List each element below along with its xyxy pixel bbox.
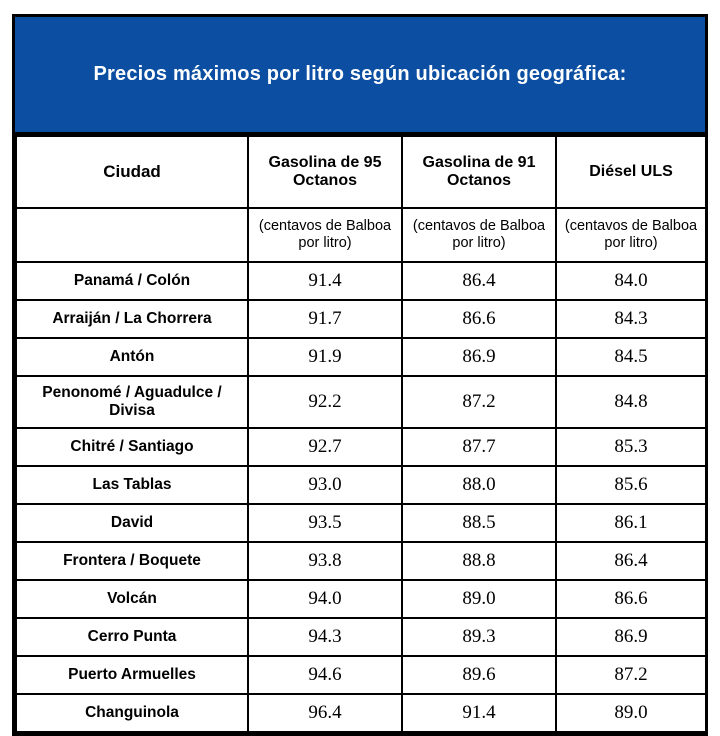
price-gasolina-91: 89.6 (402, 656, 556, 694)
price-gasolina-95: 93.8 (248, 542, 402, 580)
price-gasolina-91: 88.0 (402, 466, 556, 504)
column-header-diesel-uls: Diésel ULS (556, 136, 706, 208)
table-row (16, 504, 706, 542)
price-gasolina-91: 86.4 (402, 262, 556, 300)
price-gasolina-95: 91.9 (248, 338, 402, 376)
price-diesel-uls: 87.2 (556, 656, 706, 694)
price-diesel-uls: 84.0 (556, 262, 706, 300)
price-gasolina-95: 91.7 (248, 300, 402, 338)
price-gasolina-95: 92.7 (248, 428, 402, 466)
city-name: Antón (16, 338, 248, 376)
price-diesel-uls: 89.0 (556, 694, 706, 732)
column-header-gasolina-95: Gasolina de 95 Octanos (248, 136, 402, 208)
city-name: Las Tablas (16, 466, 248, 504)
price-gasolina-95: 91.4 (248, 262, 402, 300)
price-table-container (12, 14, 708, 736)
price-diesel-uls: 86.9 (556, 618, 706, 656)
table-subheader-row (16, 208, 706, 262)
price-diesel-uls: 85.6 (556, 466, 706, 504)
table-row (16, 580, 706, 618)
price-gasolina-95: 93.5 (248, 504, 402, 542)
city-name: Puerto Armuelles (16, 656, 248, 694)
price-gasolina-91: 91.4 (402, 694, 556, 732)
fuel-price-table (15, 135, 707, 733)
price-diesel-uls: 84.5 (556, 338, 706, 376)
column-header-gasolina-91: Gasolina de 91 Octanos (402, 136, 556, 208)
price-gasolina-95: 94.6 (248, 656, 402, 694)
price-gasolina-95: 94.3 (248, 618, 402, 656)
table-row (16, 428, 706, 466)
city-name: Volcán (16, 580, 248, 618)
city-name: Cerro Punta (16, 618, 248, 656)
table-row (16, 338, 706, 376)
price-diesel-uls: 85.3 (556, 428, 706, 466)
page-title: Precios máximos por litro según ubicación geográfica: (15, 17, 705, 135)
city-name: Chitré / Santiago (16, 428, 248, 466)
table-row (16, 300, 706, 338)
city-name: Penonomé / Aguadulce / Divisa (16, 376, 248, 428)
price-diesel-uls: 86.4 (556, 542, 706, 580)
city-name: Arraiján / La Chorrera (16, 300, 248, 338)
price-gasolina-95: 96.4 (248, 694, 402, 732)
subheader-unit-gasolina-91: (centavos de Balboa por litro) (402, 208, 556, 262)
price-diesel-uls: 84.8 (556, 376, 706, 428)
price-gasolina-91: 86.9 (402, 338, 556, 376)
price-gasolina-95: 93.0 (248, 466, 402, 504)
table-row (16, 618, 706, 656)
price-gasolina-91: 89.3 (402, 618, 556, 656)
price-diesel-uls: 84.3 (556, 300, 706, 338)
price-gasolina-91: 86.6 (402, 300, 556, 338)
price-gasolina-95: 92.2 (248, 376, 402, 428)
table-row (16, 466, 706, 504)
subheader-unit-diesel-uls: (centavos de Balboa por litro) (556, 208, 706, 262)
price-gasolina-91: 87.2 (402, 376, 556, 428)
table-row (16, 542, 706, 580)
price-gasolina-91: 88.5 (402, 504, 556, 542)
subheader-unit-gasolina-95: (centavos de Balboa por litro) (248, 208, 402, 262)
price-gasolina-91: 87.7 (402, 428, 556, 466)
price-gasolina-91: 89.0 (402, 580, 556, 618)
price-diesel-uls: 86.1 (556, 504, 706, 542)
subheader-empty (16, 208, 248, 262)
table-row (16, 694, 706, 732)
price-diesel-uls: 86.6 (556, 580, 706, 618)
column-header-ciudad: Ciudad (16, 136, 248, 208)
city-name: Panamá / Colón (16, 262, 248, 300)
price-gasolina-91: 88.8 (402, 542, 556, 580)
city-name: David (16, 504, 248, 542)
price-gasolina-95: 94.0 (248, 580, 402, 618)
table-row (16, 376, 706, 428)
table-row (16, 262, 706, 300)
table-row (16, 656, 706, 694)
table-header-row (16, 136, 706, 208)
city-name: Changuinola (16, 694, 248, 732)
city-name: Frontera / Boquete (16, 542, 248, 580)
